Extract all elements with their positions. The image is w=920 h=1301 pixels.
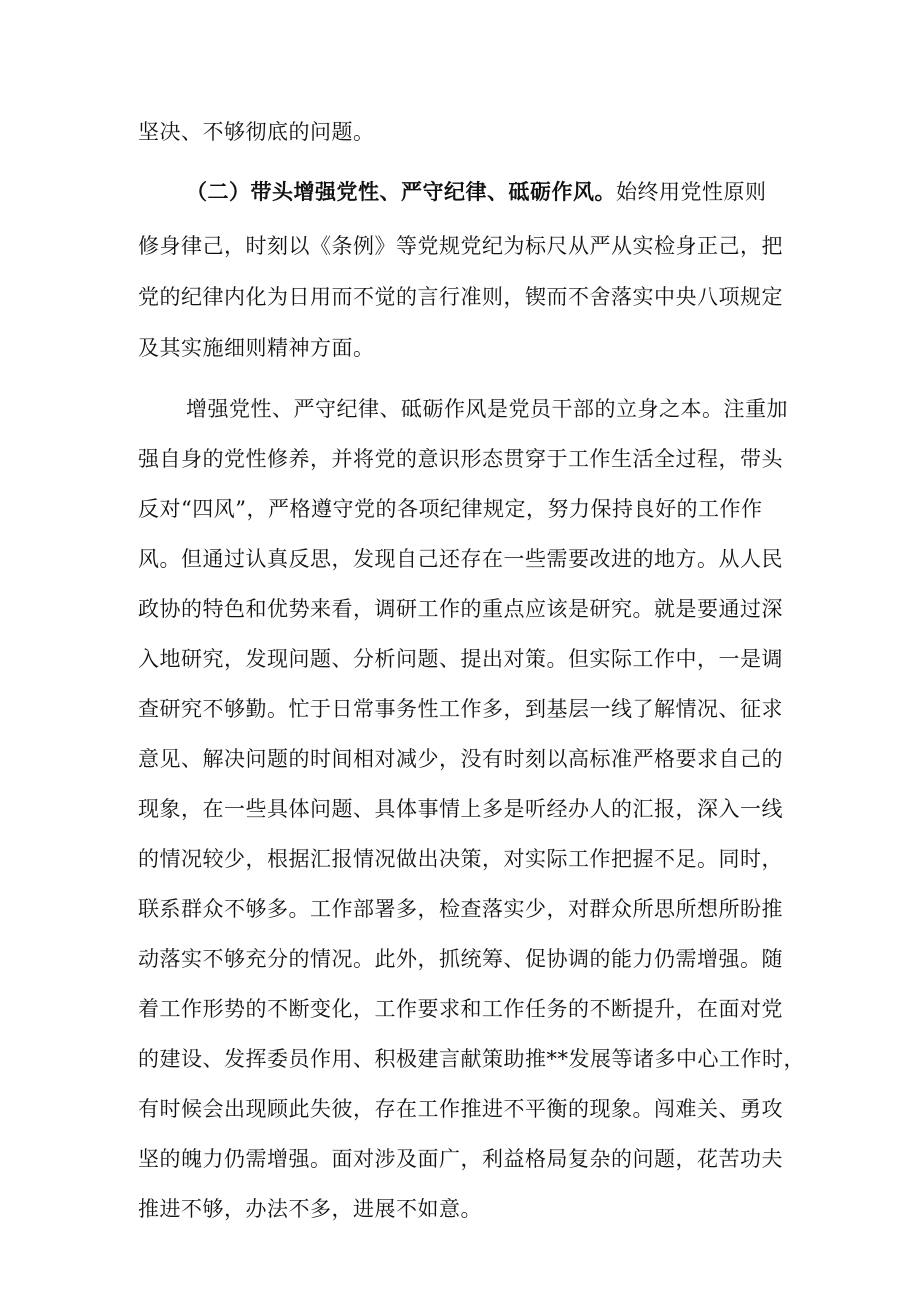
body-line: 的建设、发挥委员作用、积极建言献策助推**发展等诸多中心工作时， <box>138 1047 805 1071</box>
body-line: 政协的特色和优势来看，调研工作的重点应该是研究。就是要通过深 <box>138 597 783 621</box>
body-line: 查研究不够勤。忙于日常事务性工作多，到基层一线了解情况、征求 <box>138 697 783 721</box>
body-line: 入地研究，发现问题、分析问题、提出对策。但实际工作中，一是调 <box>138 647 783 671</box>
body-line: 强自身的党性修养，并将党的意识形态贯穿于工作生活全过程，带头 <box>138 447 783 471</box>
body-line: 意见、解决问题的时间相对减少，没有时刻以高标准严格要求自己的 <box>138 747 783 771</box>
section-2-line-3: 党的纪律内化为日用而不觉的言行准则，锲而不舍落实中央八项规定 <box>138 285 783 309</box>
section-2-line-4: 及其实施细则精神方面。 <box>138 336 375 360</box>
body-line: 风。但通过认真反思，发现自己还存在一些需要改进的地方。从人民 <box>138 547 783 571</box>
body-line: 的情况较少，根据汇报情况做出决策，对实际工作把握不足。同时， <box>138 847 783 871</box>
body-line: 有时候会出现顾此失彼，存在工作推进不平衡的现象。闯难关、勇攻 <box>138 1097 783 1121</box>
body-line: 联系群众不够多。工作部署多，检查落实少，对群众所思所想所盼推 <box>138 897 783 921</box>
body-line: 现象，在一些具体问题、具体事情上多是听经办人的汇报，深入一线 <box>138 797 783 821</box>
body-line: 推进不够，办法不多，进展不如意。 <box>138 1197 482 1221</box>
section-2-line-1: 始终用党性原则 <box>616 180 767 204</box>
section-2-heading: （二）带头增强党性、严守纪律、砥砺作风。 <box>186 179 616 204</box>
section-2-first-line <box>186 179 767 205</box>
body-line: 着工作形势的不断变化，工作要求和工作任务的不断提升，在面对党 <box>138 997 783 1021</box>
body-line: 反对“四风”，严格遵守党的各项纪律规定，努力保持良好的工作作 <box>138 497 763 521</box>
body-line: 增强党性、严守纪律、砥砺作风是党员干部的立身之本。注重加 <box>186 397 788 421</box>
body-line: 坚的魄力仍需增强。面对涉及面广，利益格局复杂的问题，花苦功夫 <box>138 1147 783 1171</box>
section-2-line-2: 修身律己，时刻以《条例》等党规党纪为标尺从严从实检身正己，把 <box>138 234 783 258</box>
body-line: 动落实不够充分的情况。此外，抓统筹、促协调的能力仍需增强。随 <box>138 947 783 971</box>
carryover-line: 坚决、不够彻底的问题。 <box>138 120 375 144</box>
